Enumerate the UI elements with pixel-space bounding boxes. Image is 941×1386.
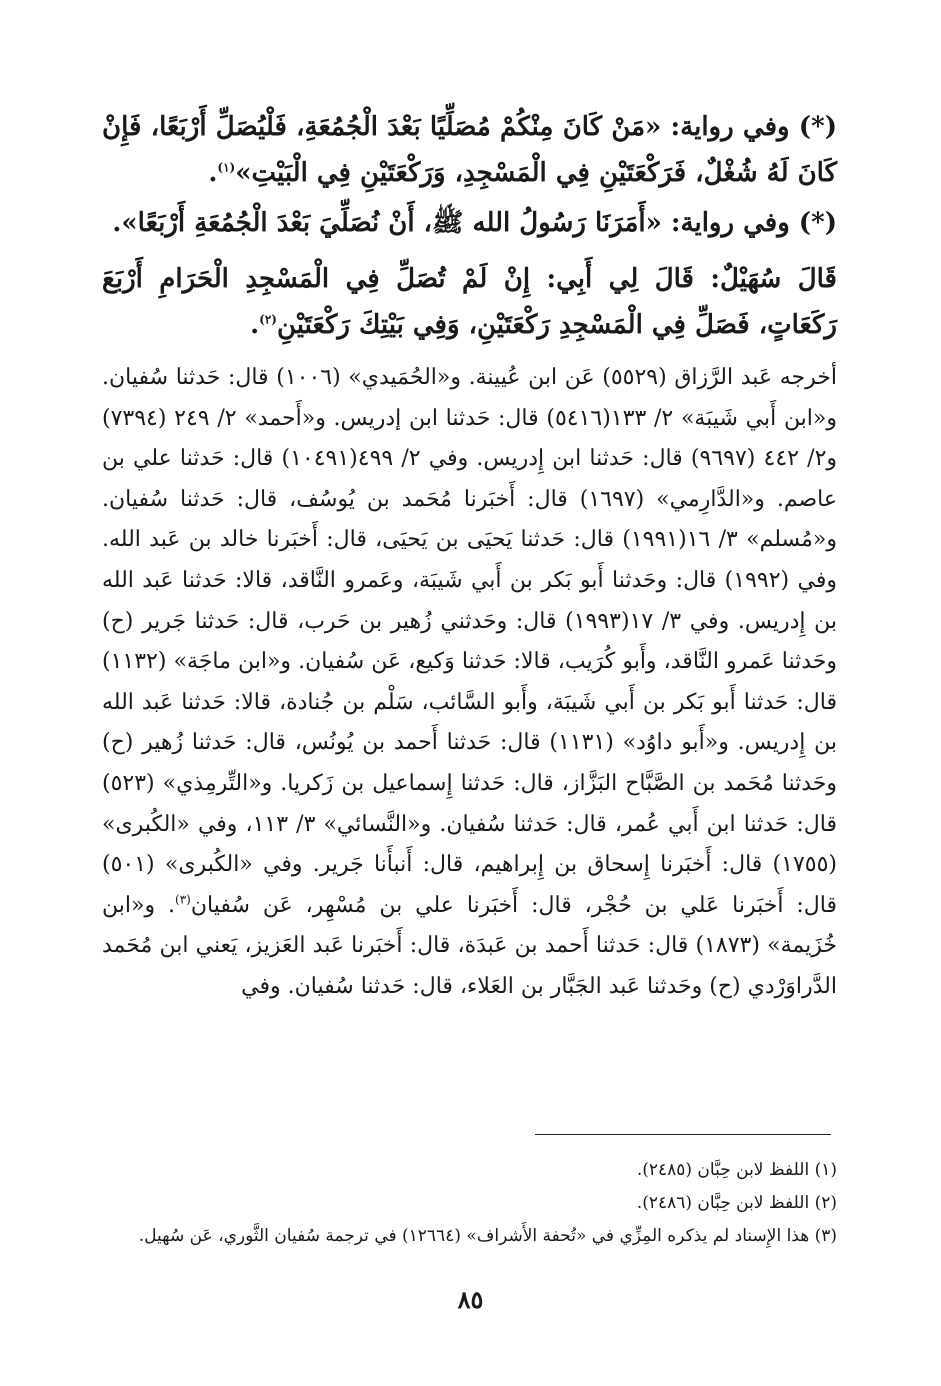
takhrij-text-part-1: أخرجه عَبد الرَّزاق (٥٥٢٩) عَن ابن عُيينة. و«الحُمَيدي» (١٠٠٦) قال: حَدثنا سُفيان. و«ابن أَبي شَيبَة» ٢/ ١٣٣(٥٤١٦) قال: حَدثنا ابن إدريس. و«أَحمد» ٢/ ٢٤٩ (٧٣٩٤) و٢/ ٤٤٢ (٩٦٩٧) قال: حَدثنا ابن إِدريس. وفي ٢/ ٤٩٩(١٠٤٩١) قال: حَدثنا علي بن عاصم. و«الدَّارِمي» (١٦٩٧) قال: أَخبَرنا مُحَمد بن يُوسُف، قال: حَدثنا سُفيان. و«مُسلم» ٣/ ١٦(١٩٩١) قال: حَدثنا يَحيَى بن يَحيَى، قال: أَخبَرنا خالد بن عَبد الله. وفي (١٩٩٢) قال: وحَدثنا أَبو بَكر بن أَبي شَيبَة، وعَمرو النَّاقد، قالا: حَدثنا عَبد الله بن إِدريس. وفي ٣/ ١٧(١٩٩٣) قال: وحَدثني زُهير بن حَرب، قال: حَدثنا جَرير (ح) وحَدثنا عَمرو النَّاقد، وأَبو كُرَيب، قالا: حَدثنا وَكيع، عَن سُفيان. و«ابن ماجَة» (١١٣٢) قال: حَدثنا أَبو بَكر بن أَبي شَيبَة، وأَبو السَّائب، سَلْم بن جُنادة، قالا: حَدثنا عَبد الله بن إِدريس. و«أَبو داوُد» (١١٣١) قال: حَدثنا أَحمد بن يُونُس، قال: حَدثنا زُهير (ح) وحَدثنا مُحَمد بن الصَّبَّاح البَزَّاز، قال: حَدثنا إِسماعيل بن زَكريا. و«التِّرمِذي» (٥٢٣) قال: حَدثنا ابن أَبي عُمر، قال: حَدثنا سُفيان. و«النَّسائي» ٣/ ١١٣، وفي «الكُبرى» (١٧٥٥) قال: أَخبَرنا إِسحاق بن إِبراهيم، قال: أَنبأَنا جَرير. وفي «الكُبرى» (٥٠١) قال: أَخبَرنا عَلي بن حُجْر، قال: أَخبَرنا علي بن مُسْهِر، عَن سُفيان	[102, 365, 838, 918]
footnote-ref-2: (٢)	[259, 312, 277, 327]
footnote-1: (١) اللفظ لابن حِبَّان (٢٤٨٥).	[636, 1160, 837, 1180]
suhail-statement-end: .	[250, 310, 260, 340]
hadith-variant-2: (*) وفي رواية: «أَمَرَنَا رَسُولُ الله ﷺ، أَنْ نُصَلِّيَ بَعْدَ الْجُمُعَةِ أَرْبَعًا».	[112, 208, 837, 238]
takhrij-text-part-2: . و«ابن خُزَيمة» (١٨٧٣) قال: حَدثنا أَحمد بن عَبدَة، قال: أَخبَرنا عَبد العَزيز، يَعني ابن مُحَمد الدَّراوَرْدي (ح) وحَدثنا عَبد الجَبَّار بن العَلاء، قال: حَدثنا سُفيان. وفي	[102, 892, 837, 999]
main-text	[102, 104, 837, 1008]
page-number: ٨٥	[457, 1285, 484, 1314]
footnote-separator	[535, 1134, 831, 1135]
footnote-3: (٣) هذا الإِسناد لم يذكره المِزِّي في «تُحفة الأَشراف» (١٢٦٦٤) في ترجمة سُفيان الثَّوري، عَن سُهيل.	[138, 1226, 837, 1246]
footnotes	[102, 1154, 837, 1253]
takhrij-paragraph	[102, 358, 837, 1008]
hadith-variant-1	[102, 104, 837, 196]
suhail-statement	[102, 256, 837, 348]
hadith-variant-1-text: (*) وفي رواية: «مَنْ كَانَ مِنْكُمْ مُصَلِّيًا بَعْدَ الْجُمُعَةِ، فَلْيُصَلِّ أَرْبَعًا، فَإِنْ كَانَ لَهُ شُغْلٌ، فَرَكْعَتَيْنِ فِي الْمَسْجِدِ، وَرَكْعَتَيْنِ فِي الْبَيْتِ»	[102, 112, 837, 188]
footnote-ref-1: (١)	[217, 160, 236, 175]
hadith-variant-1-end: .	[208, 158, 218, 188]
suhail-statement-text: قَالَ سُهَيْلٌ: قَالَ لِي أَبِي: إِنْ لَمْ تُصَلِّ فِي الْمَسْجِدِ الْحَرَامِ أَرْبَعَ رَكَعَاتٍ، فَصَلِّ فِي الْمَسْجِدِ رَكْعَتَيْنِ، وَفِي بَيْتِكَ رَكْعَتَيْنِ	[102, 264, 837, 340]
footnote-2: (٢) اللفظ لابن حِبَّان (٢٤٨٦).	[636, 1193, 837, 1213]
footnote-ref-3: (٣)	[175, 892, 191, 907]
